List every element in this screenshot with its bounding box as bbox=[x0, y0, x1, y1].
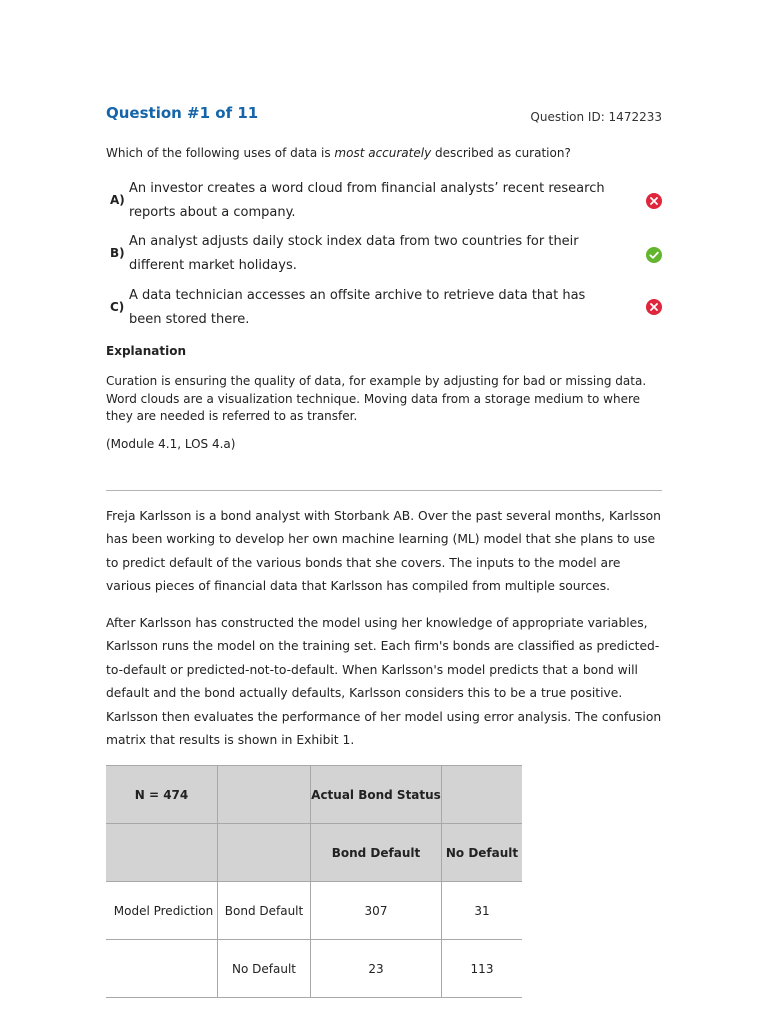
table-cell: 307 bbox=[311, 882, 442, 940]
empty-header-cell bbox=[106, 824, 218, 882]
empty-header-cell bbox=[442, 766, 523, 824]
row-label: Bond Default bbox=[218, 882, 311, 940]
empty-header-cell bbox=[218, 824, 311, 882]
confusion-matrix-table bbox=[106, 765, 522, 998]
prompt-before: Which of the following uses of data is bbox=[106, 146, 335, 160]
table-subheader-row bbox=[106, 824, 522, 882]
empty-header-cell bbox=[218, 766, 311, 824]
empty-cell bbox=[106, 940, 218, 998]
choice-text: An analyst adjusts daily stock index data from two countries for their different market holidays. bbox=[129, 234, 579, 273]
table-row bbox=[106, 882, 522, 940]
x-circle-icon bbox=[646, 193, 662, 209]
actual-status-header: Actual Bond Status bbox=[311, 766, 442, 824]
table-cell: 113 bbox=[442, 940, 523, 998]
choice-letter: C) bbox=[110, 300, 125, 314]
n-label-cell: N = 474 bbox=[106, 766, 218, 824]
choice-b[interactable] bbox=[106, 230, 662, 278]
vignette-paragraph-2: After Karlsson has constructed the model using her knowledge of appropriate variables, Karlsson runs the model on the training set. Each firm's bonds are classified as predicted- to-default or predicted-not-to-default. When Karlsson's model predicts that a bond will default and the bond actually defaults, Karlsson considers this to be a true positive. Karlsson then evaluates the performance of her model using error analysis. The confusion matrix that results is shown in Exhibit 1. bbox=[106, 616, 662, 748]
question-id: Question ID: 1472233 bbox=[530, 110, 662, 124]
choice-text: An investor creates a word cloud from financial analysts’ recent research reports about a company. bbox=[129, 181, 605, 220]
explanation-title: Explanation bbox=[106, 344, 187, 358]
row-group-label: Model Prediction bbox=[106, 882, 218, 940]
table-cell: 23 bbox=[311, 940, 442, 998]
table-row bbox=[106, 940, 522, 998]
col-no-default-header: No Default bbox=[442, 824, 523, 882]
question-title: Question #1 of 11 bbox=[106, 104, 259, 122]
question-prompt bbox=[106, 145, 662, 161]
row-label: No Default bbox=[218, 940, 311, 998]
section-divider bbox=[106, 490, 662, 491]
prompt-emphasis: most accurately bbox=[334, 146, 432, 160]
x-circle-icon bbox=[646, 299, 662, 315]
explanation-text: Curation is ensuring the quality of data, for example by adjusting for bad or missing data. Word clouds are a visualization technique. Moving data from a storage medium to where they are needed is referred to as transfer. bbox=[106, 374, 647, 423]
choice-c[interactable] bbox=[106, 284, 662, 332]
explanation-reference: (Module 4.1, LOS 4.a) bbox=[106, 437, 236, 451]
choice-a[interactable] bbox=[106, 177, 662, 225]
table-cell: 31 bbox=[442, 882, 523, 940]
table-header-row bbox=[106, 766, 522, 824]
check-circle-icon bbox=[646, 247, 662, 263]
question-header bbox=[106, 104, 662, 128]
vignette-paragraph-1: Freja Karlsson is a bond analyst with Storbank AB. Over the past several months, Karlsson has been working to develop her own machine learning (ML) model that she plans to use to predict default of the various bonds that she covers. The inputs to the model are various pieces of financial data that Karlsson has compiled from multiple sources. bbox=[106, 509, 661, 594]
choice-letter: B) bbox=[110, 246, 125, 260]
col-bond-default-header: Bond Default bbox=[311, 824, 442, 882]
prompt-after: described as curation? bbox=[431, 146, 571, 160]
choice-letter: A) bbox=[110, 193, 125, 207]
choice-text: A data technician accesses an offsite archive to retrieve data that has been stored there. bbox=[129, 288, 586, 327]
